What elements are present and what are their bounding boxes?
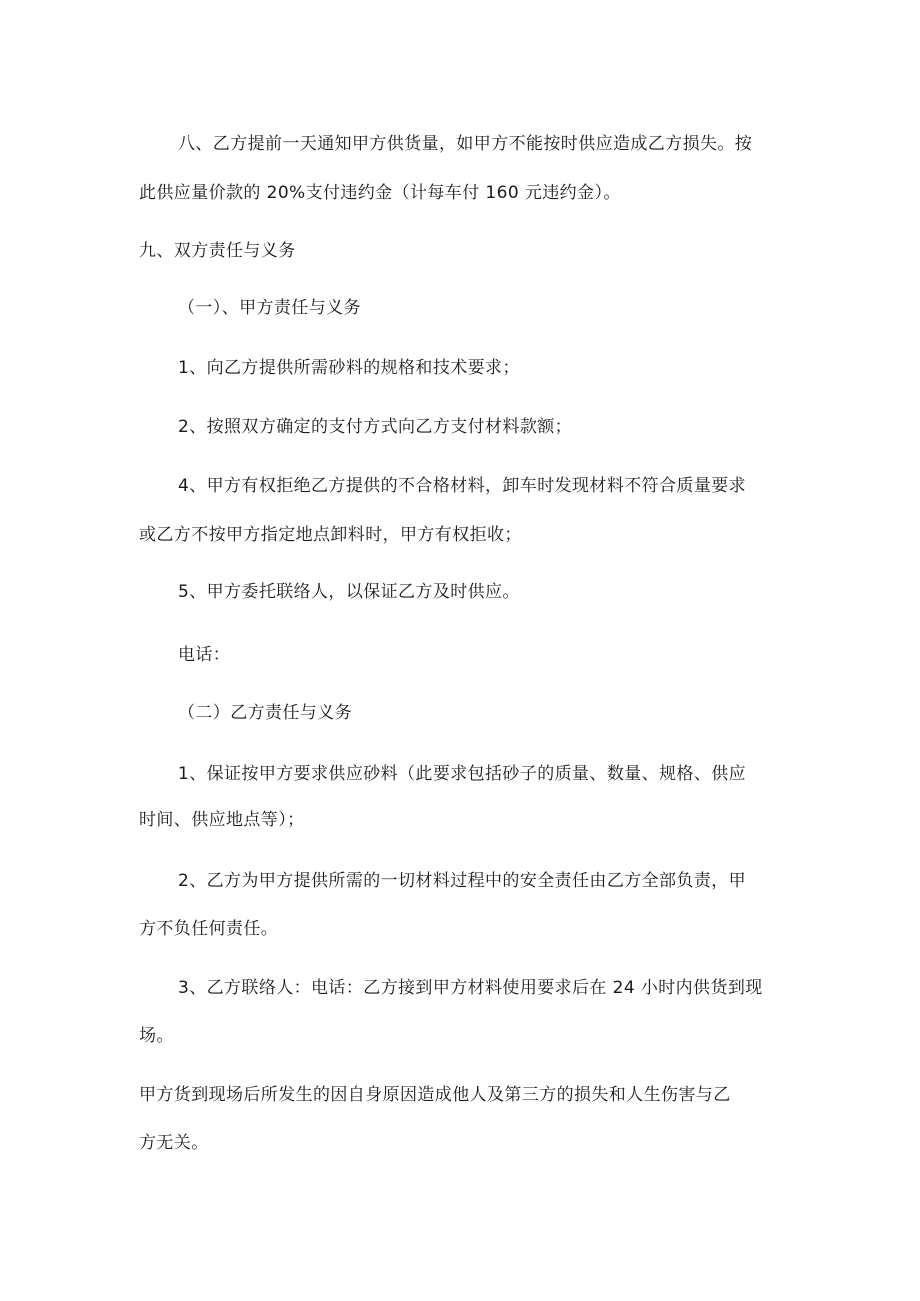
party-b-item-3-line-2: 场。 bbox=[139, 1026, 174, 1046]
party-a-item-4-line-2: 或乙方不按甲方指定地点卸料时，甲方有权拒收； bbox=[139, 525, 522, 545]
party-a-item-5: 5、甲方委托联络人，以保证乙方及时供应。 bbox=[178, 582, 520, 602]
clause-8-line-1: 八、乙方提前一天通知甲方供货量，如甲方不能按时供应造成乙方损失。按 bbox=[178, 134, 753, 154]
clause-9-heading: 九、双方责任与义务 bbox=[139, 241, 296, 261]
party-a-item-4-line-1: 4、甲方有权拒绝乙方提供的不合格材料，卸车时发现材料不符合质量要求 bbox=[178, 476, 747, 496]
closing-line-1: 甲方货到现场后所发生的因自身原因造成他人及第三方的损失和人生伤害与乙 bbox=[139, 1085, 731, 1105]
closing-line-2: 方无关。 bbox=[139, 1133, 209, 1153]
party-b-item-2-line-1: 2、乙方为甲方提供所需的一切材料过程中的安全责任由乙方全部负责，甲 bbox=[178, 871, 747, 891]
party-a-heading: （一）、甲方责任与义务 bbox=[178, 298, 361, 318]
party-b-item-1-line-2: 时间、供应地点等）； bbox=[139, 810, 305, 830]
party-b-item-3-line-1: 3、乙方联络人：电话：乙方接到甲方材料使用要求后在 24 小时内供货到现 bbox=[178, 978, 763, 998]
party-b-heading: （二）乙方责任与义务 bbox=[178, 703, 352, 723]
clause-8-line-2: 此供应量价款的 20%支付违约金（计每车付 160 元违约金）。 bbox=[139, 183, 621, 203]
party-a-item-2: 2、按照双方确定的支付方式向乙方支付材料款额； bbox=[178, 417, 573, 437]
party-b-item-2-line-2: 方不负任何责任。 bbox=[139, 919, 279, 939]
party-b-item-1-line-1: 1、保证按甲方要求供应砂料（此要求包括砂子的质量、数量、规格、供应 bbox=[178, 764, 747, 784]
party-a-item-1: 1、向乙方提供所需砂料的规格和技术要求； bbox=[178, 358, 520, 378]
party-a-phone: 电话： bbox=[178, 645, 231, 665]
